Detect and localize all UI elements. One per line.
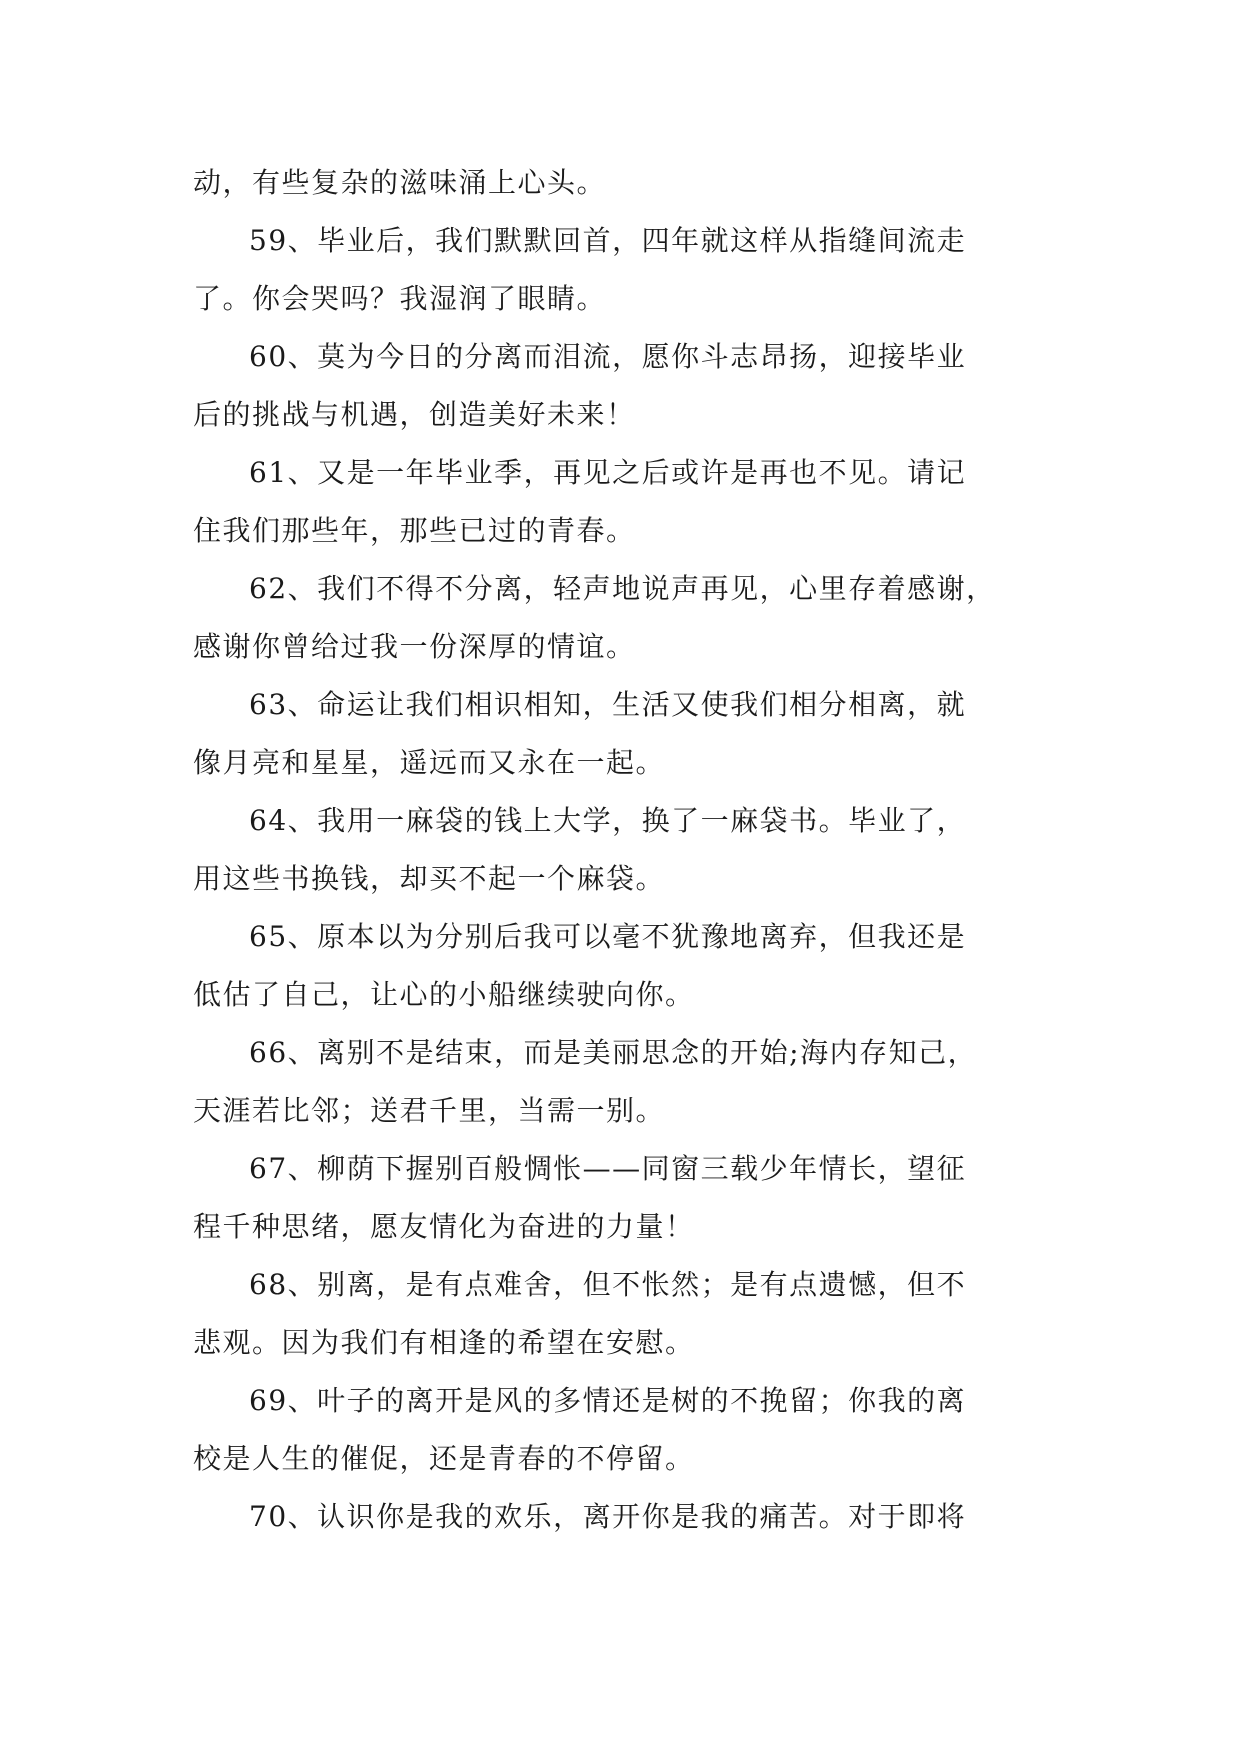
paragraph-continuation-line: 后的挑战与机遇，创造美好未来！ <box>193 398 636 431</box>
paragraph-first-line: 63、命运让我们相识相知，生活又使我们相分相离，就 <box>249 688 967 721</box>
paragraph-first-line: 64、我用一麻袋的钱上大学，换了一麻袋书。毕业了， <box>249 804 967 837</box>
paragraph-continuation-line: 动，有些复杂的滋味涌上心头。 <box>193 166 607 199</box>
paragraph-continuation-line: 感谢你曾给过我一份深厚的情谊。 <box>193 630 636 663</box>
paragraph-first-line: 62、我们不得不分离，轻声地说声再见，心里存着感谢， <box>249 572 996 605</box>
paragraph-continuation-line: 天涯若比邻；送君千里，当需一别。 <box>193 1094 666 1127</box>
paragraph-first-line: 66、离别不是结束，而是美丽思念的开始;海内存知己， <box>249 1036 978 1069</box>
paragraph-continuation-line: 校是人生的催促，还是青春的不停留。 <box>193 1442 695 1475</box>
paragraph-first-line: 65、原本以为分别后我可以毫不犹豫地离弃，但我还是 <box>249 920 967 953</box>
document-body <box>193 154 1073 1546</box>
paragraph-continuation-line: 低估了自己，让心的小船继续驶向你。 <box>193 978 695 1011</box>
paragraph-first-line: 70、认识你是我的欢乐，离开你是我的痛苦。对于即将 <box>249 1500 967 1533</box>
paragraph-continuation-line: 程千种思绪，愿友情化为奋进的力量！ <box>193 1210 695 1243</box>
paragraph-first-line: 69、叶子的离开是风的多情还是树的不挽留；你我的离 <box>249 1384 967 1417</box>
paragraph-first-line: 61、又是一年毕业季，再见之后或许是再也不见。请记 <box>249 456 967 489</box>
paragraph-continuation-line: 了。你会哭吗？我湿润了眼睛。 <box>193 282 607 315</box>
paragraph-first-line: 67、柳荫下握别百般惆怅——同窗三载少年情长，望征 <box>249 1152 967 1185</box>
paragraph-first-line: 60、莫为今日的分离而泪流，愿你斗志昂扬，迎接毕业 <box>249 340 967 373</box>
paragraph-first-line: 59、毕业后，我们默默回首，四年就这样从指缝间流走 <box>249 224 967 257</box>
paragraph-continuation-line: 像月亮和星星，遥远而又永在一起。 <box>193 746 666 779</box>
paragraph-continuation-line: 住我们那些年，那些已过的青春。 <box>193 514 636 547</box>
paragraph-continuation-line: 用这些书换钱，却买不起一个麻袋。 <box>193 862 666 895</box>
paragraph-continuation-line: 悲观。因为我们有相逢的希望在安慰。 <box>193 1326 695 1359</box>
paragraph-first-line: 68、别离，是有点难舍，但不怅然；是有点遗憾，但不 <box>249 1268 967 1301</box>
